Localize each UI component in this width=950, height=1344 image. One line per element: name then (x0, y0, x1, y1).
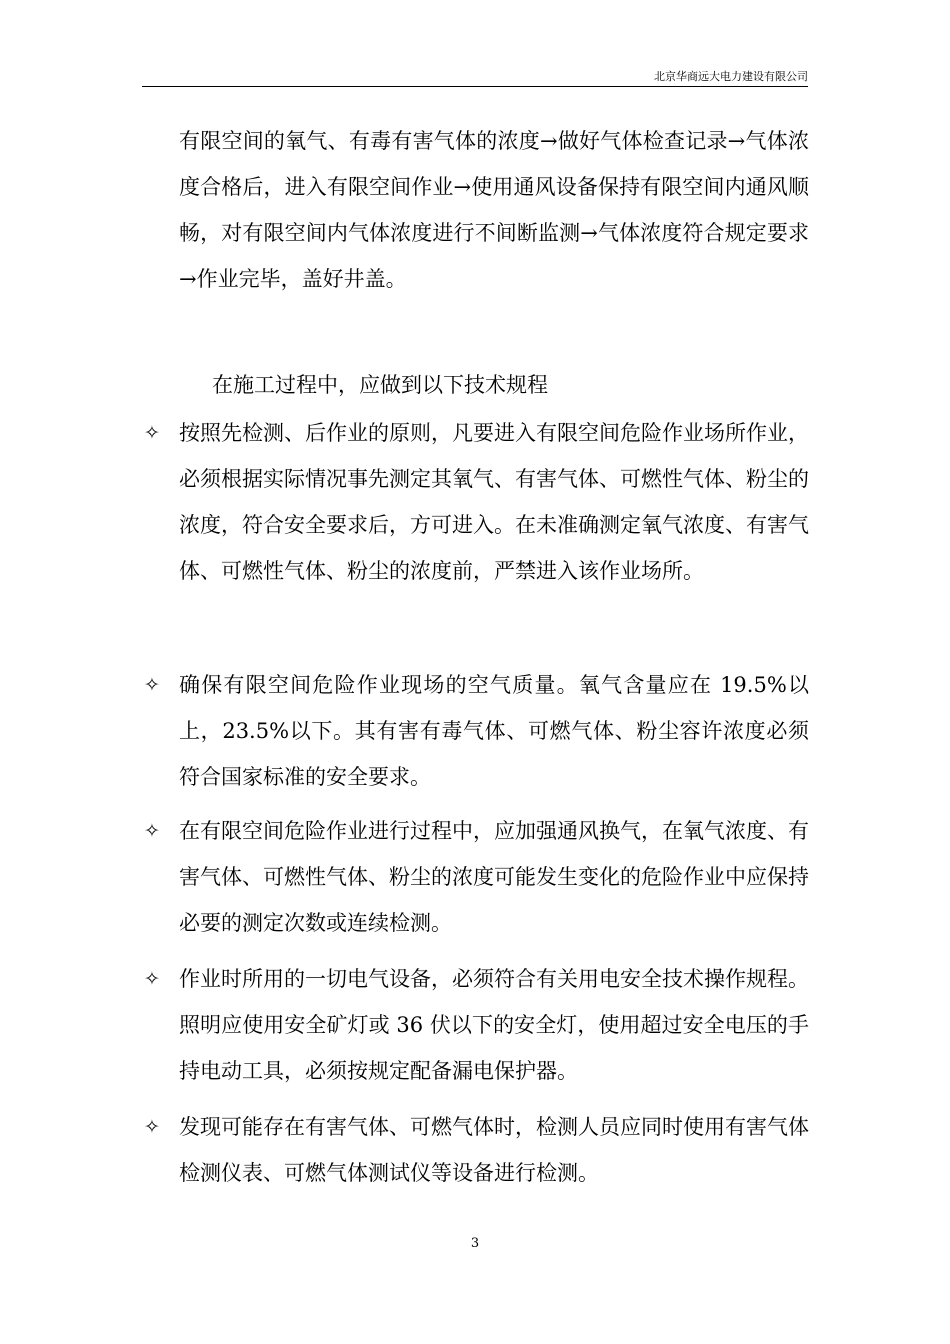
bullet-star-icon: ✧ (144, 1116, 160, 1138)
section-title: 在施工过程中，应做到以下技术规程 (212, 373, 548, 397)
bullet-text: 发现可能存在有害气体、可燃气体时，检测人员应同时使用有害气体检测仪表、可燃气体测试仪等设备进行检测。 (179, 1115, 809, 1185)
bullet-star-icon: ✧ (144, 422, 160, 444)
bullet-text: 作业时所用的一切电气设备，必须符合有关用电安全技术操作规程。照明应使用安全矿灯或 36 伏以下的安全灯，使用超过安全电压的手持电动工具，必须按规定配备漏电保护器。 (179, 967, 809, 1083)
bullet-text: 在有限空间危险作业进行过程中，应加强通风换气，在氧气浓度、有害气体、可燃性气体、粉尘的浓度可能发生变化的危险作业中应保持必要的测定次数或连续检测。 (179, 819, 809, 935)
bullet-text: 确保有限空间危险作业现场的空气质量。氧气含量应在 19.5%以上，23.5%以下。其有害有毒气体、可燃气体、粉尘容许浓度必须符合国家标准的安全要求。 (179, 673, 809, 789)
page-number: 3 (470, 1236, 480, 1251)
header-company-name: 北京华商远大电力建设有限公司 (654, 70, 808, 83)
bullet-star-icon: ✧ (144, 968, 160, 990)
bullet-star-icon: ✧ (144, 820, 160, 842)
bullet-item (144, 662, 809, 800)
intro-paragraph: 有限空间的氧气、有毒有害气体的浓度→做好气体检查记录→气体浓度合格后，进入有限空间作业→使用通风设备保持有限空间内通风顺畅，对有限空间内气体浓度进行不间断监测→气体浓度符合规定要求→作业完毕，盖好井盖。 (179, 129, 809, 291)
bullet-item (144, 956, 809, 1094)
bullet-item (144, 410, 809, 594)
page-header (142, 70, 808, 87)
bullet-star-icon: ✧ (144, 674, 160, 696)
bullet-item (144, 808, 809, 946)
bullet-text: 按照先检测、后作业的原则，凡要进入有限空间危险作业场所作业，必须根据实际情况事先测定其氧气、有害气体、可燃性气体、粉尘的浓度，符合安全要求后，方可进入。在未准确测定氧气浓度、有害气体、可燃性气体、粉尘的浓度前，严禁进入该作业场所。 (179, 421, 809, 583)
bullet-item (144, 1104, 809, 1196)
